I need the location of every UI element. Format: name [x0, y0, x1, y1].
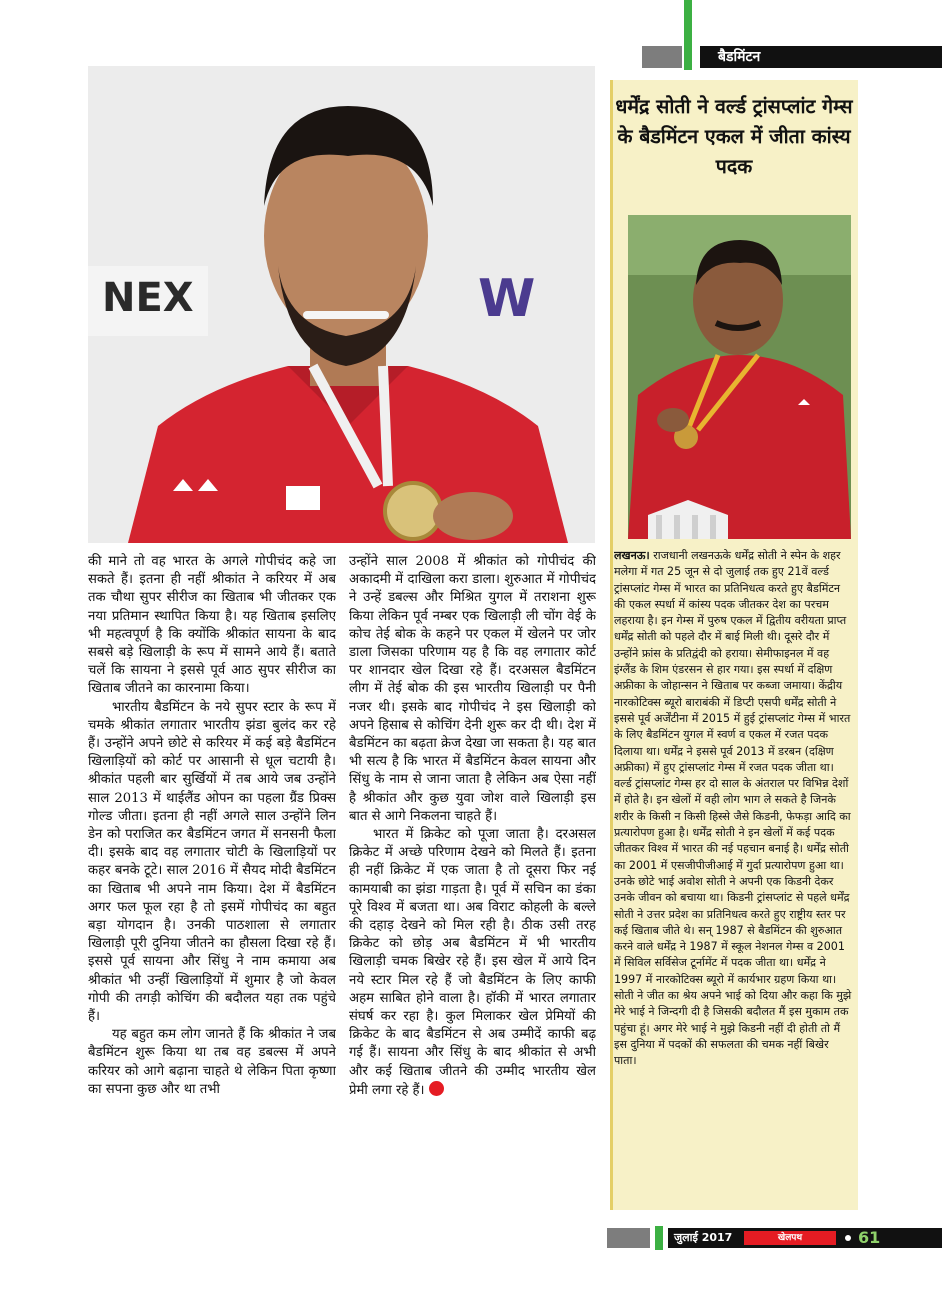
- article-paragraph-text: भारत में क्रिकेट को पूजा जाता है। दरअसल क्रिकेट में अच्छे परिणाम देखने को मिलते हैं। इतना ही नहीं क्रिकेट में एक जाता है तो दूसरा फिर नई कामयाबी का झंडा गाड़ता है। पूर्व में सचिन का डंका पूरे विश्व में बजता था। अब विराट कोहली के बल्ले की दहाड़ देखने को मिल रही है। ठीक उसी तरह क्रिकेट को छोड़ अब बैडमिंटन में भी भारतीय खिलाड़ी चमक बिखेर रहे हैं। इस खेल में आये दिन नये स्टार मिल रहे हैं जो बैडमिंटन के लिए काफी अहम साबित होने वाला है। हॉकी में भारत लगातार संघर्ष कर रहा है। कुल मिलाकर खेल प्रेमियों की क्रिकेट के बाद बैडमिंटन से अब उम्मीदें काफी बढ़ गई हैं। सायना और सिंधु के बाद श्रीकांत से अभी और कई खिताब जीतने की उम्मीद भारतीय खेल प्रेमी लगा रहे हैं।: [349, 827, 596, 1098]
- article-column-1: [88, 553, 336, 1218]
- article-paragraph: यह बहुत कम लोग जानते हैं कि श्रीकांत ने जब बैडमिंटन शुरू किया था तब वह डबल्स में अपने करियर को आगे बढ़ाना चाहते थे लेकिन पिता कृष्णा का सपना कुछ और था तभी: [88, 1027, 336, 1097]
- section-label: बैडमिंटन: [700, 46, 942, 68]
- footer-gray-tab: [607, 1228, 650, 1248]
- side-story-text: राजधानी लखनऊके धर्मेंद्र सोती ने स्पेन के शहर मलेगा में गत 25 जून से दो जुलाई तक हुए 21वें वर्ल्ड ट्रांसप्लांट गेम्स में भारत का प्रतिनिधत्व करते हुए बैडमिंटन की एकल स्पर्धा में कांस्य पदक जीतकर देश का परचम लहराया है। इन गेम्स में पुरुष एकल में द्वितीय वरीयता प्राप्त धर्मेंद्र सोती को पहले दौर में बाई मिली थी। दूसरे दौर में उन्होंने फ्रांस के प्रतिद्वंदी को हराया। सेमीफाइनल में वह इंग्लैंड के शिम एंडरसन से हार गया। इस स्पर्धा में दक्षिण अफ्रीका के जोहान्सन ने खिताब पर कब्जा जमाया। केंद्रीय नारकोटिक्स ब्यूरो बाराबंकी में डिप्टी एसपी धर्मेंद्र सोती ने इससे पूर्व अर्जेंटीना में 2015 में हुई ट्रांसप्लांट गेम्स में भारत के लिए बैडमिंटन युगल में स्वर्ण व एकल में रजत पदक दिलाया था। धर्मेंद्र ने इससे पूर्व 2013 में डरबन (दक्षिण अफ्रीका) में हुए ट्रांसप्लांट गेम्स में रजत पदक जीता था। वर्ल्ड ट्रांसप्लांट गेम्स हर दो साल के अंतराल पर विभिन्न देशों में होते है। इन खेलों में वही लोग भाग ले सकते है जिनके शरीर के किसी न किसी हिस्से जैसे किडनी, फेफड़ा आदि का प्रत्यारोपण हुआ है। धर्मेंद्र सोती ने इन खेलों में कई पदक जीतकर विश्व में भारत की नई पहचान बनाई है। धर्मेंद्र सोती का 2001 में एसजीपीजीआई में गुर्दा प्रत्यारोपण हुआ था। उनके छोटे भाई अवोश सोती ने अपनी एक किडनी देकर उनके जीवन को बचाया था। किडनी ट्रांसप्लांट से पहले धर्मेंद्र सोती ने उत्तर प्रदेश का प्रतिनिधत्व करते हुए राष्ट्रीय स्तर पर कई खिताब जीते थे। सन् 1987 से बैडमिंटन की शुरुआत करने वाले धर्मेंद्र ने 1987 में स्कूल नेशनल गेम्स व 2001 में सिविल सर्विसेज टूर्नामेंट में पदक जीता था। धर्मेंद्र ने 1997 में नारकोटिक्स ब्यूरो में कार्यभार ग्रहण किया था। सोती ने जीत का श्रेय अपने भाई को दिया और कहा कि मुझे मेरे भाई ने जिन्दगी दी है जिसकी बदौलत मैं इस मुकाम तक पहुंचा हूं। अगर मेरे भाई ने मुझे किडनी नहीं दी होती तो मैं इस दुनिया में पदकों की सफलता की चमक नहीं बिखेर पाता।: [614, 549, 852, 1068]
- footer-magazine-logo: खेलपथ: [744, 1231, 836, 1245]
- footer-date: जुलाई 2017: [674, 1231, 733, 1244]
- side-story-dateline: लखनऊ।: [614, 549, 650, 562]
- article-paragraph: उन्होंने साल 2008 में श्रीकांत को गोपीचंद की अकादमी में दाखिला करा डाला। शुरुआत में गोपीचंद ने उन्हें डबल्स और मिश्रित युगल में तराशना शुरू किया लेकिन पूर्व नम्बर एक खिलाड़ी ली चोंग वेई के कोच तेई बोक के कहने पर एकल में खेलने पर जोर डाला जिसका परिणाम यह है कि वह लगातार कोर्ट पर शानदार खेल दिखा रहे हैं। दरअसल बैडमिंटन लीग में तेई बोक की इस भारतीय खिलाड़ी पर पैनी नजर थी। इसके बाद गोपीचंद ने इस खिलाड़ी को अपने हिसाब से कोचिंग देनी शुरू कर दी थी। देश में बैडमिंटन का बढ़ता क्रेज देखा जा सकता है। यह बात भी सत्य है कि भारत में बैडमिंटन केवल सायना और सिंधु के नाम से जाना जाता है लेकिन अब ऐसा नहीं है श्रीकांत और कुछ युवा जोश वाले खिलाड़ी इस बात से आगे निकलना चाहते हैं।: [349, 554, 596, 824]
- article-column-2: [349, 553, 596, 1218]
- side-story-headline: धर्मेंद्र सोती ने वर्ल्ड ट्रांसप्लांट गेम्स के बैडमिंटन एकल में जीता कांस्य पदक: [615, 95, 853, 178]
- player-illustration: [88, 66, 595, 543]
- footer-accent-bar: [655, 1226, 663, 1250]
- header-accent-bar: [684, 0, 692, 70]
- banner-text-left: NEX: [102, 275, 194, 321]
- main-photo-player: [88, 66, 595, 543]
- end-mark-icon: [429, 1081, 444, 1096]
- article-paragraph: भारतीय बैडमिंटन के नये सुपर स्टार के रूप में चमके श्रीकांत लगातार भारतीय झंडा बुलंद कर रहे हैं। उन्होंने अपने छोटे से करियर में कई बड़े बैडमिंटन खिलाड़ियों को कोर्ट पर आसानी से धूल चटायी है। श्रीकांत पहली बार सुर्खियों में तब आये जब उन्होंने साल 2013 में थाईलैंड ओपन का पहला ग्रैंड प्रिक्स गोल्ड जीता। इतना ही नहीं अगले साल उन्होंने लिन डेन को पराजित कर बैडमिंटन जगत में सनसनी फैला दी। इसके बाद वह लगातार चोटी के खिलाड़ियों पर कहर बनके टूटे। साल 2016 में सैयद मोदी बैडमिंटन का खिताब भी अपने नाम किया। देश में बैडमिंटन अगर फल फूल रहा है तो इसमें गोपीचंद का बहुत बड़ा योगदान है। उनकी पाठशाला से लगातार खिलाड़ी पूरी दुनिया जीतने का हौसला दिखा रहे हैं। इससे पूर्व सायना और सिंधु ने नाम कमाया अब श्रीकांत भी उन्हीं खिलाड़ियों में शुमार है जो केवल गोपी की तगड़ी कोचिंग की बदौलत यहा तक पहुंचे हैं।: [88, 699, 336, 1025]
- side-photo-dharmendra: [628, 215, 851, 539]
- article-paragraph: [349, 826, 596, 1100]
- side-story-body: [614, 548, 854, 1208]
- header-gray-tab: [642, 46, 682, 68]
- article-paragraph: की माने तो वह भारत के अगले गोपीचंद कहे जा सकते हैं। इतना ही नहीं श्रीकांत ने करियर में अब तक चौथा सुपर सीरीज का खिताब भी जीतकर एक नया प्रतिमान स्थापित किया है। यह खिताब इसलिए भी महत्वपूर्ण है कि क्योंकि श्रीकांत सायना के बाद सबसे बड़े खिलाड़ी के रूप में सामने आये हैं। बताते चलें कि सायना ने इससे पूर्व आठ सुपर सीरीज का खिताब जीतने का कारनामा किया।: [88, 554, 336, 697]
- banner-text-right: W: [478, 269, 536, 329]
- footer-bar: [668, 1228, 942, 1248]
- medal-winner-illustration: [628, 215, 851, 539]
- page-number: 61: [858, 1228, 881, 1247]
- footer-bullet-icon: [845, 1235, 851, 1241]
